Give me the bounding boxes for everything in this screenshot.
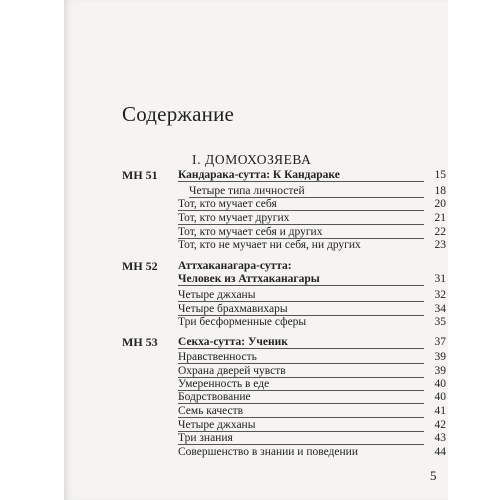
entry-page: 20 [434, 198, 446, 210]
sutta-number: MH 53 [122, 335, 158, 349]
entry-title: Охрана дверей чувств [178, 365, 286, 377]
entry-title: Нравственность [178, 351, 257, 363]
entry-title: Совершенство в знании и поведении [178, 446, 358, 458]
entry-page: 15 [434, 169, 446, 181]
entry-title: Семь качеств [178, 405, 244, 417]
entry-title: Тот, кто мучает себя и других [178, 226, 323, 238]
toc-entry[interactable] [178, 288, 446, 302]
entry-title: Тот, кто не мучает ни себя, ни других [178, 239, 361, 251]
entry-page: 44 [434, 446, 446, 458]
toc-entry[interactable] [178, 315, 446, 329]
entry-title: Три знания [178, 432, 233, 444]
entry-page: 21 [434, 212, 446, 224]
entry-title: Четыре типа личностей [189, 185, 305, 197]
part-title: I. ДОМОХОЗЯЕВА [192, 152, 312, 167]
entry-title: Аттхаканагара-сутта: [178, 260, 292, 272]
sutta-number: MH 52 [122, 259, 158, 273]
toc-entry[interactable] [178, 364, 446, 378]
entry-page: 41 [434, 405, 446, 417]
entry-page: 22 [434, 226, 446, 238]
toc-entry[interactable] [178, 404, 446, 418]
toc-entry[interactable] [178, 390, 446, 404]
toc-entry[interactable] [178, 431, 446, 445]
entry-page: 42 [434, 419, 446, 431]
entry-rule [178, 285, 424, 286]
toc-entry[interactable] [178, 211, 446, 225]
toc-entry[interactable] [178, 302, 446, 316]
toc-entry[interactable] [178, 259, 446, 273]
entry-title: Бодрствование [178, 391, 251, 403]
entry-page: 39 [434, 365, 446, 377]
entry-page: 32 [434, 289, 446, 301]
entry-page: 39 [434, 351, 446, 363]
toc-entry[interactable] [178, 168, 446, 182]
entry-title: Три бесформенные сферы [178, 316, 307, 328]
entry-page: 40 [434, 378, 446, 390]
sutta-number: MH 51 [122, 168, 158, 182]
entry-rule [178, 181, 424, 182]
entry-title: Секха-сутта: Ученик [178, 336, 288, 348]
entry-page: 40 [434, 391, 446, 403]
contents-heading: Содержание [122, 102, 235, 126]
entry-title: Человек из Аттхаканагары [178, 273, 320, 285]
toc-entry[interactable] [178, 238, 446, 252]
page-number: 5 [430, 468, 437, 483]
entry-page: 34 [434, 303, 446, 315]
toc-entry[interactable] [178, 272, 446, 286]
entry-title: Тот, кто мучает себя [178, 198, 277, 210]
entry-title: Кандарака-сутта: К Кандараке [178, 169, 340, 181]
entry-title: Умеренность в еде [178, 378, 270, 390]
toc-entry[interactable] [178, 445, 446, 459]
toc-entry[interactable] [189, 184, 446, 198]
entry-title: Четыре джханы [178, 289, 256, 301]
entry-page: 37 [434, 336, 446, 348]
entry-title: Тот, кто мучает других [178, 212, 290, 224]
entry-page: 18 [434, 185, 446, 197]
toc-entry[interactable] [178, 350, 446, 364]
entry-page: 31 [434, 273, 446, 285]
entry-title: Четыре джханы [178, 419, 256, 431]
toc-entry[interactable] [178, 335, 446, 349]
toc-entry[interactable] [178, 418, 446, 432]
entry-page: 35 [434, 316, 446, 328]
toc-entry[interactable] [178, 377, 446, 391]
toc-entry[interactable] [178, 225, 446, 239]
entry-page: 43 [434, 432, 446, 444]
toc-entry[interactable] [178, 197, 446, 211]
entry-page: 23 [434, 239, 446, 251]
entry-title: Четыре брахмавихары [178, 303, 288, 315]
entry-rule [178, 348, 424, 349]
